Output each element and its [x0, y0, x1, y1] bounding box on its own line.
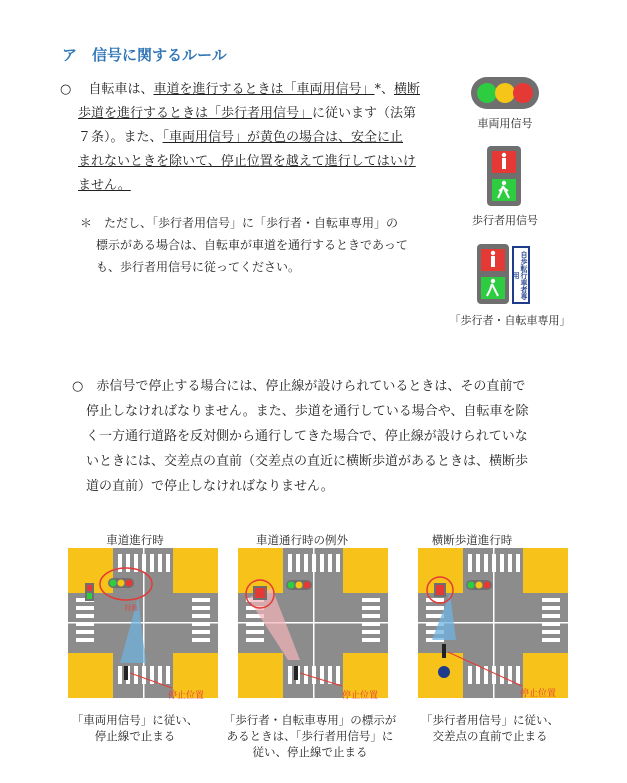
vehicle-signal-icon — [470, 76, 540, 110]
text: 自転車は、 — [88, 82, 154, 97]
caption-line: あるときは、「歩行者用信号」に — [226, 729, 394, 743]
note-line — [80, 256, 445, 278]
text: 標示がある場合は、自転車が車道を通行するときであって — [96, 238, 408, 252]
text: 道の直前）で停止しなければなりません。 — [86, 479, 334, 494]
pedestrian-bicycle-only-sign: 自歩転行車者専用 — [512, 246, 530, 304]
paragraph-line — [72, 424, 562, 449]
paragraph-line — [60, 150, 450, 174]
caption-line: 従い、停止線で止まる — [252, 745, 368, 759]
diagram-3-title: 横断歩道進行時 — [431, 533, 513, 547]
caption-line: 停止線で止まる — [94, 729, 176, 743]
diagram-3-caption — [405, 712, 575, 744]
pedestrian-signal-icon — [486, 145, 522, 207]
note-line — [80, 234, 445, 256]
note-line — [80, 212, 445, 234]
text: *、 — [374, 82, 395, 97]
caption-line: 「歩行者用信号」に従い、 — [421, 713, 559, 727]
underlined-text: 横断 — [394, 82, 421, 97]
pedestrian-signal-label: 歩行者用信号 — [472, 214, 538, 227]
underlined-text: ません。 — [78, 178, 131, 193]
text: 赤信号で停止する場合には、停止線が設けられているときは、その直前で — [96, 379, 526, 394]
note-marker: ＊ — [80, 216, 93, 230]
text: 停止しなければなりません。また、歩道を通行している場合や、自転車を除 — [86, 404, 529, 419]
text: ７条）。また、 — [78, 130, 163, 145]
diagram-2-caption — [215, 712, 405, 760]
paragraph-vehicle-signal-rule — [60, 78, 450, 198]
underlined-text: 歩道を進行するときは「歩行者用信号」 — [78, 106, 313, 121]
diagram-2-intersection — [238, 548, 388, 698]
paragraph-line — [72, 449, 562, 474]
section-title: ア 信号に関するルール — [62, 46, 227, 64]
paragraph-line — [72, 474, 562, 499]
underlined-text: 「車両用信号」が黄色の場合は、安全に止 — [162, 130, 404, 145]
text: く一方通行道路を反対側から通行してきた場合で、停止線が設けられていな — [86, 429, 528, 444]
paragraph-line — [72, 399, 562, 424]
diagram-1-stop-label: 停止位置 — [168, 691, 205, 701]
text: も、歩行者用信号に従ってください。 — [96, 260, 301, 274]
paragraph-line — [60, 174, 450, 198]
text: ただし、「歩行者用信号」に「歩行者・自転車専用」の — [104, 216, 399, 230]
paragraph-line — [60, 78, 450, 102]
paragraph-line — [60, 102, 450, 126]
diagram-3-intersection — [418, 548, 568, 698]
diagram-1-intersection — [68, 548, 218, 698]
paragraph-line — [60, 126, 450, 150]
diagram-2-title: 車道通行時の例外 — [256, 533, 348, 547]
caption-line: 「車両用信号」に従い、 — [71, 713, 199, 727]
caption-line: 交差点の直前で止まる — [432, 729, 548, 743]
caption-line: 「歩行者・自転車専用」の標示が — [223, 713, 397, 727]
bullet: ○ — [72, 379, 84, 394]
diagram-1-caption — [55, 712, 215, 744]
diagram-1-title: 車道進行時 — [106, 533, 164, 547]
text: いときには、交差点の直前（交差点の直近に横断歩道があるときは、横断歩 — [86, 454, 529, 469]
vehicle-signal-label: 車両用信号 — [477, 117, 533, 130]
diagram-2-stop-label: 停止位置 — [342, 691, 379, 701]
note — [80, 212, 445, 278]
diagram-1-road-text: 対面 — [124, 604, 138, 612]
bullet: ○ — [60, 82, 72, 97]
underlined-text: まれないときを除いて、停止位置を越えて進行してはいけ — [78, 154, 416, 169]
underlined-text: 車道を進行するときは「車両用信号」 — [153, 82, 375, 97]
text: に従います（法第 — [312, 106, 417, 121]
paragraph-stop-rule — [72, 374, 562, 499]
paragraph-line — [72, 374, 562, 399]
pedestrian-bicycle-label: 「歩行者・自転車専用」 — [449, 314, 571, 327]
diagram-3-stop-label: 停止位置 — [520, 689, 557, 699]
pedestrian-bicycle-signal-icon — [476, 243, 510, 305]
